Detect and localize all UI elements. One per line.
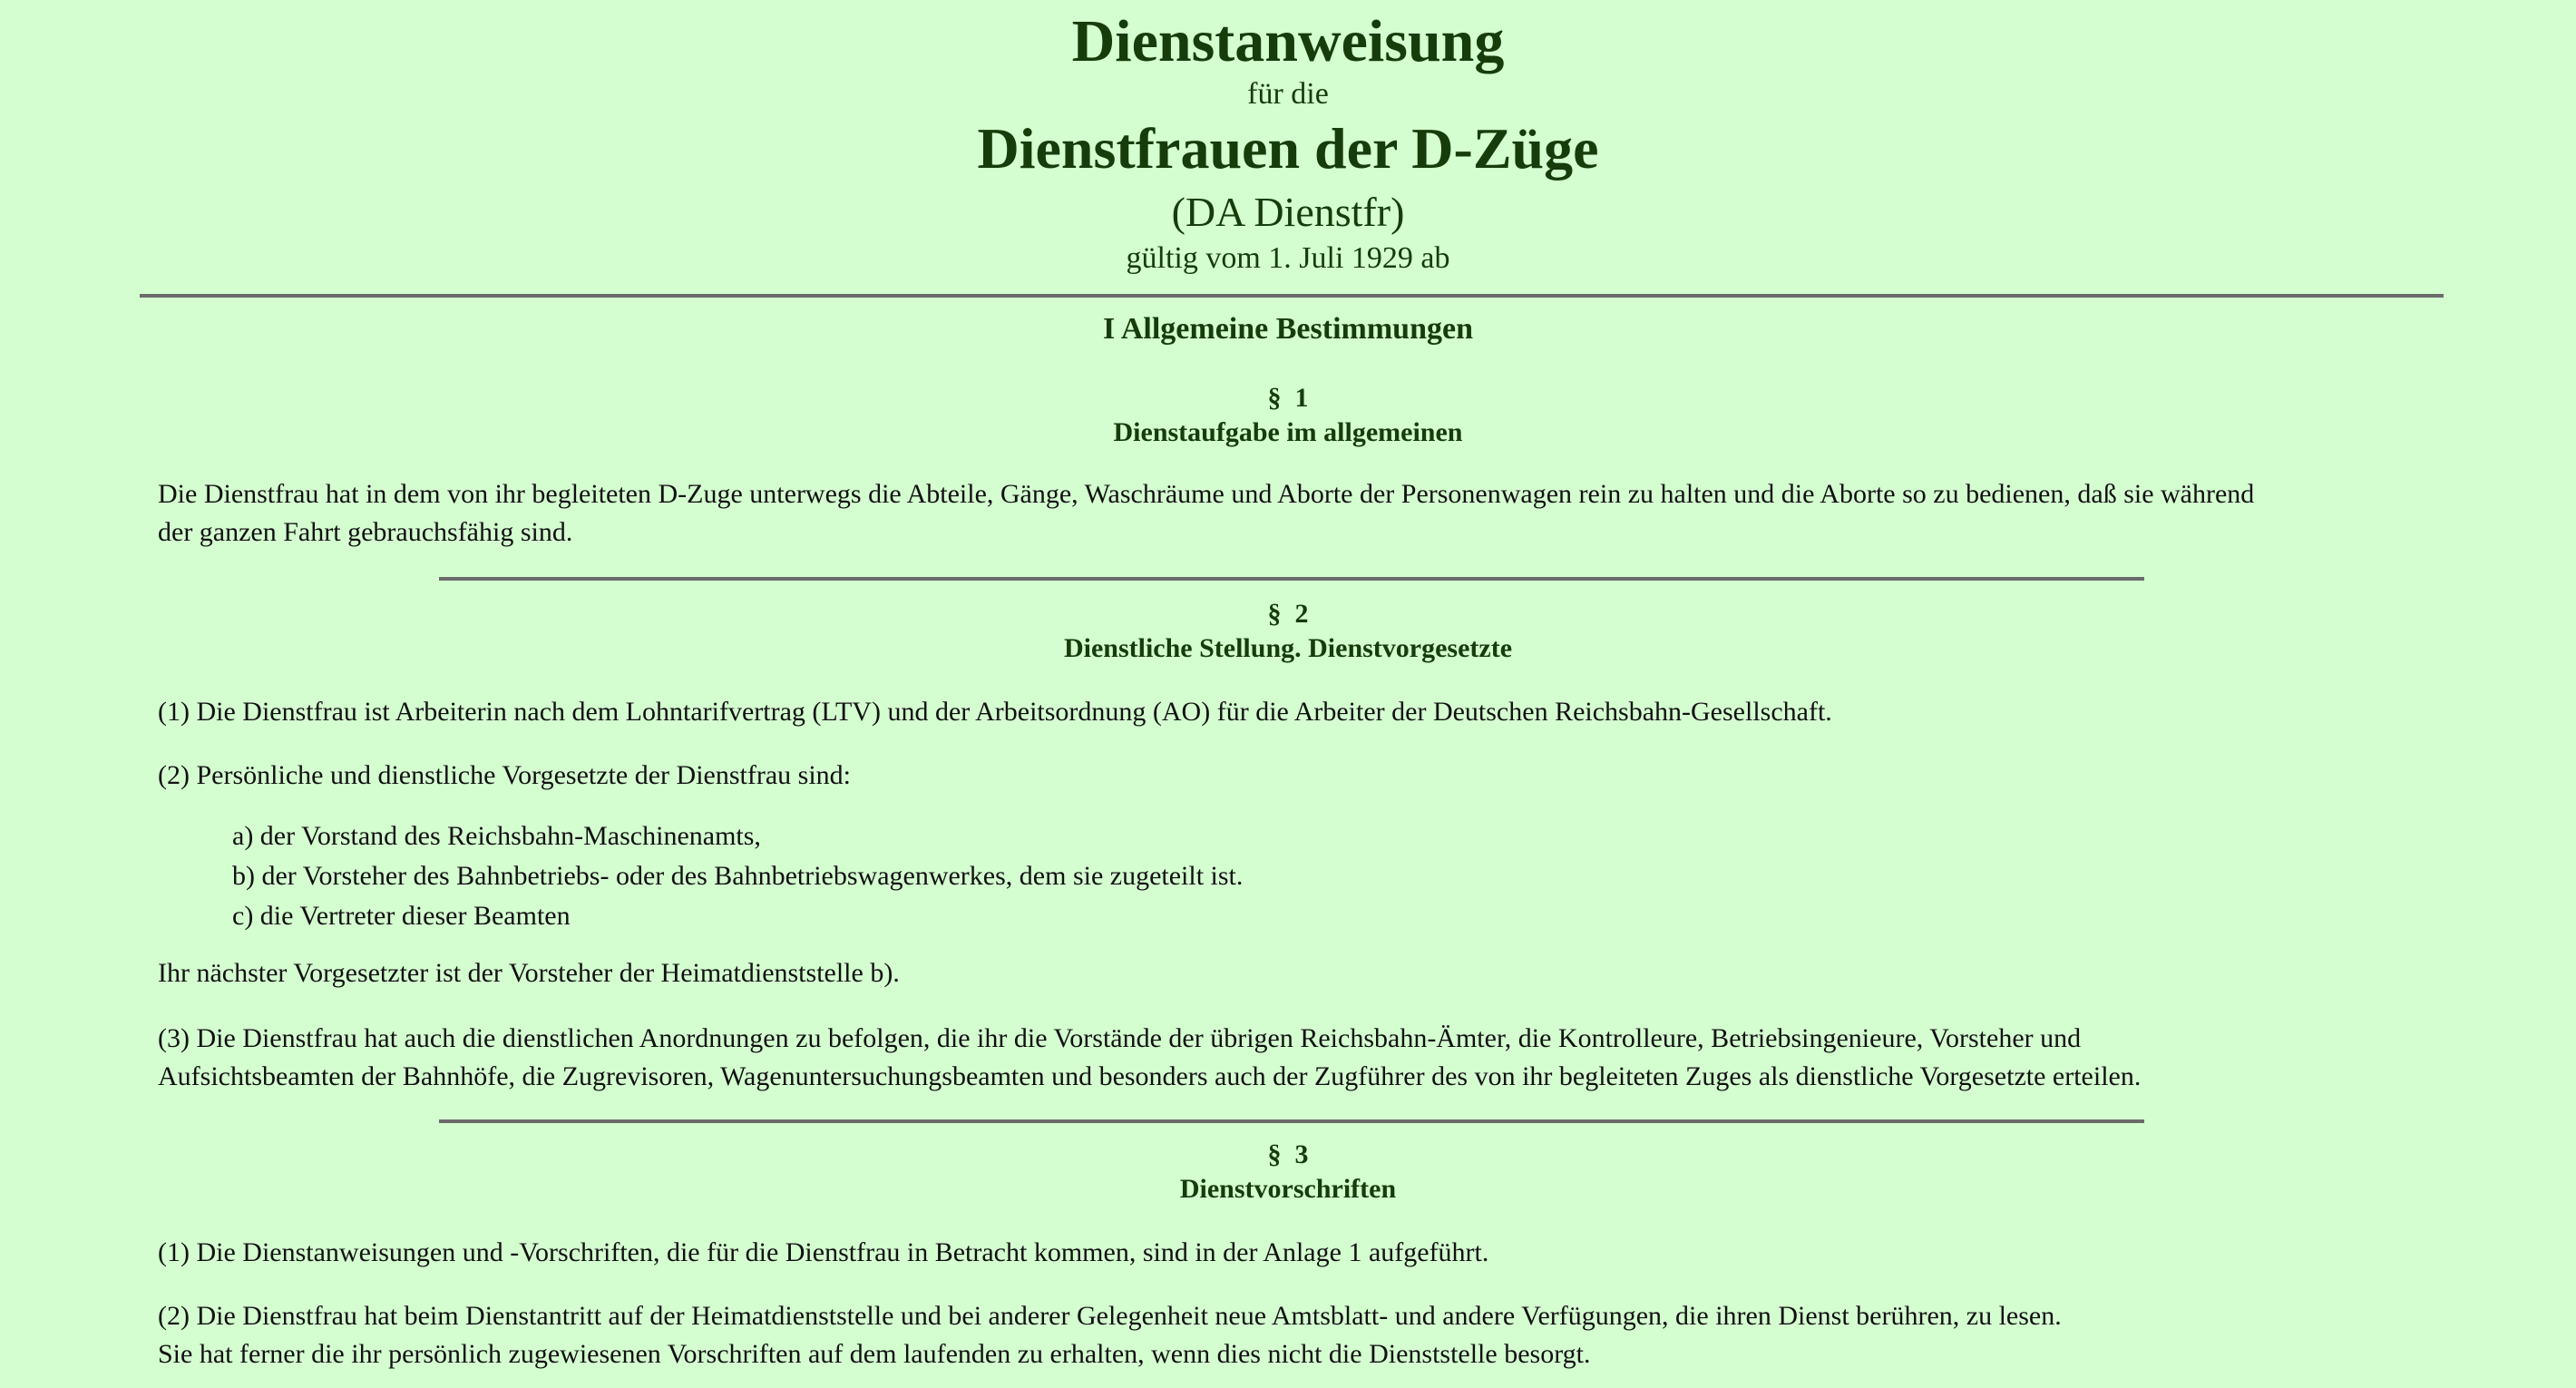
paragraph-title-2: Dienstliche Stellung. Dienstvorgesetzte (1063, 633, 1513, 663)
paragraph-divider (439, 1119, 2144, 1123)
paragraph-number-1: § 1 (1267, 383, 1309, 413)
paragraph-3-abs-2 (158, 1297, 2444, 1373)
document-title: Dienstanweisung (1071, 8, 1505, 74)
next-superior-text: Ihr nächster Vorgesetzter ist der Vorsteher der Heimatdienststelle b). (158, 958, 900, 988)
list-item: a) der Vorstand des Reichsbahn-Maschinenamts, (232, 821, 761, 851)
header-divider (140, 294, 2444, 298)
paragraph-2-abs-1: (1) Die Dienstfrau ist Arbeiterin nach dem Lohntarifvertrag (LTV) und der Arbeitsordnung (AO) für die Arbeiter der Deutschen Reichsbahn-Gesellschaft. (158, 697, 1832, 727)
text-line: der ganzen Fahrt gebrauchsfähig sind. (158, 517, 573, 547)
document-abbreviation: (DA Dienstfr) (1171, 189, 1405, 235)
paragraph-title-3: Dienstvorschriften (1179, 1174, 1397, 1204)
title-for-line: für die (1247, 77, 1329, 111)
paragraph-title-1: Dienstaufgabe im allgemeinen (1113, 417, 1463, 447)
text-line: Die Dienstfrau hat in dem von ihr begleiteten D-Zuge unterwegs die Abteile, Gänge, Waschräume und Aborte der Personenwagen rein zu halten und die Aborte so zu bedienen, daß sie während (158, 479, 2255, 509)
list-item: c) die Vertreter dieser Beamten (232, 901, 571, 931)
paragraph-number-2: § 2 (1267, 599, 1309, 629)
paragraph-1-text (158, 475, 2444, 552)
paragraph-2-abs-2: (2) Persönliche und dienstliche Vorgesetzte der Dienstfrau sind: (158, 760, 851, 790)
text-line: Sie hat ferner die ihr persönlich zugewiesenen Vorschriften auf dem laufenden zu erhalten, wenn dies nicht die Dienststelle besorgt. (158, 1339, 1591, 1369)
document-subtitle: Dienstfrauen der D-Züge (977, 116, 1599, 181)
paragraph-2-abs-3 (158, 1020, 2444, 1096)
paragraph-divider (439, 577, 2144, 581)
text-line: (2) Die Dienstfrau hat beim Dienstantritt auf der Heimatdienststelle und bei anderer Gelegenheit neue Amtsblatt- und andere Verfügungen, die ihren Dienst berühren, zu lesen. (158, 1301, 2062, 1331)
paragraph-number-3: § 3 (1267, 1139, 1309, 1169)
text-line: Aufsichtsbeamten der Bahnhöfe, die Zugrevisoren, Wagenuntersuchungsbeamten und besonders auch der Zugführer des von ihr begleiteten Zuges als dienstliche Vorgesetzte erteilen. (158, 1061, 2142, 1091)
list-item: b) der Vorsteher des Bahnbetriebs- oder des Bahnbetriebswagenwerkes, dem sie zugeteilt ist. (232, 861, 1244, 891)
superiors-list (232, 816, 2409, 936)
text-line: (3) Die Dienstfrau hat auch die dienstlichen Anordnungen zu befolgen, die ihr die Vorstände der übrigen Reichsbahn-Ämter, die Kontrolleure, Betriebsingenieure, Vorsteher und (158, 1023, 2082, 1053)
section-heading: I Allgemeine Bestimmungen (1103, 312, 1473, 346)
paragraph-3-abs-1: (1) Die Dienstanweisungen und -Vorschriften, die für die Dienstfrau in Betracht kommen, sind in der Anlage 1 aufgeführt. (158, 1237, 1489, 1267)
document-validity: gültig vom 1. Juli 1929 ab (1126, 241, 1450, 275)
